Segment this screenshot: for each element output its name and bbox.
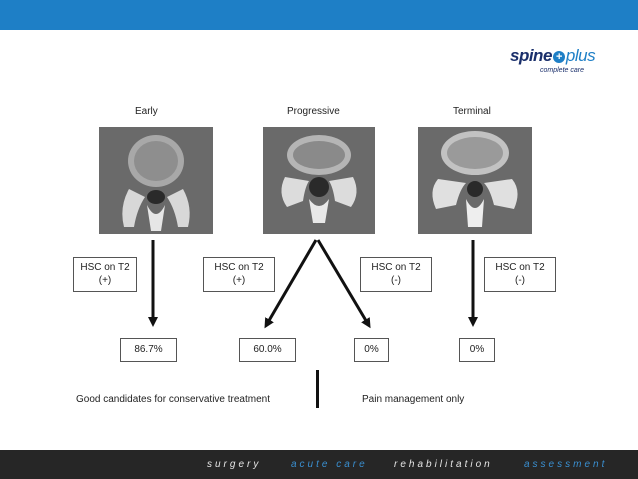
logo-word-plus: plus xyxy=(565,46,596,65)
footer-surgery: surgery xyxy=(207,459,262,470)
footer-bar xyxy=(0,450,638,479)
hsc-box-2-sign: (+) xyxy=(232,275,246,286)
logo-tagline: complete care xyxy=(540,67,584,74)
logo-word-spine: spine xyxy=(510,46,552,65)
conclusion-conservative: Good candidates for conservative treatment xyxy=(76,394,270,405)
stage-label-terminal: Terminal xyxy=(453,106,491,117)
hsc-box-3-label: HSC on T2 xyxy=(371,262,421,273)
value-box-early: 86.7% xyxy=(120,338,177,362)
hsc-box-4 xyxy=(484,257,556,292)
hsc-box-2-label: HSC on T2 xyxy=(214,262,264,273)
hsc-box-2 xyxy=(203,257,275,292)
conclusion-pain-management: Pain management only xyxy=(362,394,465,405)
stage-label-early: Early xyxy=(135,106,158,117)
stage-label-progressive: Progressive xyxy=(287,106,340,117)
value-box-terminal: 0% xyxy=(459,338,495,362)
plus-icon: + xyxy=(553,51,565,63)
hsc-box-1-label: HSC on T2 xyxy=(80,262,130,273)
footer-assessment: assessment xyxy=(524,459,608,470)
hsc-box-1-sign: (+) xyxy=(98,275,112,286)
footer-acute-care: acute care xyxy=(291,459,368,470)
conclusion-divider xyxy=(316,370,319,408)
hsc-box-3-sign: (-) xyxy=(391,275,401,286)
hsc-box-4-label: HSC on T2 xyxy=(495,262,545,273)
hsc-box-1 xyxy=(73,257,137,292)
hsc-box-4-sign: (-) xyxy=(515,275,525,286)
footer-rehabilitation: rehabilitation xyxy=(394,459,493,470)
value-box-progressive-pos: 60.0% xyxy=(239,338,296,362)
hsc-box-3 xyxy=(360,257,432,292)
value-box-progressive-neg: 0% xyxy=(354,338,389,362)
